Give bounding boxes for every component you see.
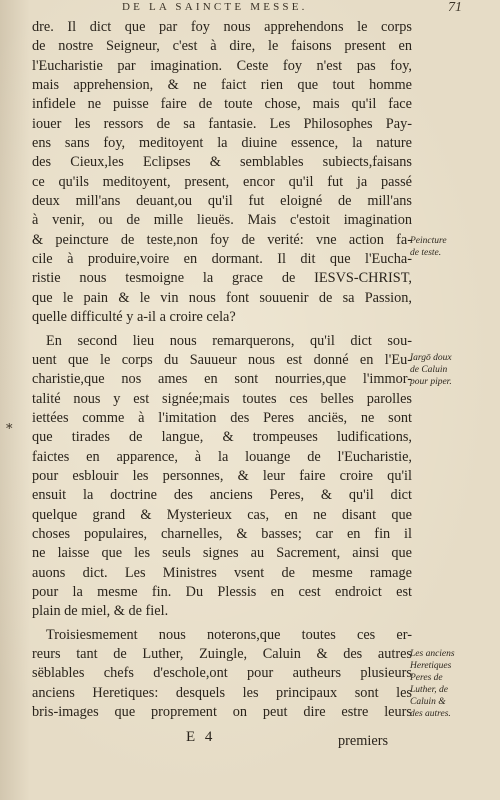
text-line: ens sans foy, meditoyent la diuine essence, la nature bbox=[32, 135, 412, 152]
text-line: bris-images que proprement on peut dire estre leurs bbox=[32, 704, 412, 721]
margin-note-line: des autres. bbox=[410, 709, 451, 719]
text-line: charistie,que nos ames en sont nourries,que l'immor- bbox=[32, 371, 412, 388]
text-line: l'Eucharistie par imagination. Ceste foy n'est pas foy, bbox=[32, 57, 412, 74]
margin-note-line: de teste. bbox=[410, 248, 442, 258]
text-line: plain de miel, & de fiel. bbox=[32, 603, 169, 620]
text-line: En second lieu nous remarquerons, qu'il dict sou- bbox=[46, 332, 412, 349]
text-line: auons dict. Les Ministres vsent de mesme ramage bbox=[32, 564, 412, 581]
page-header bbox=[62, 0, 462, 18]
margin-note-line: Heretiques bbox=[410, 661, 452, 671]
paragraph bbox=[32, 332, 412, 622]
text-line: que tirades de langue, & trompeuses ludifications, bbox=[32, 429, 412, 446]
margin-note-line: Luther, de bbox=[410, 685, 448, 695]
margin-note-line: Caluin & bbox=[410, 697, 446, 707]
signature-mark: E 4 bbox=[186, 729, 216, 745]
text-line: iouer les ressors de sa fantasie. Les Philosophes Pay- bbox=[32, 115, 412, 132]
text-line: ce qu'ils meditoyent, present, encor qu'il fut ja passé bbox=[32, 173, 412, 190]
main-text-block bbox=[32, 18, 412, 722]
catchword: premiers bbox=[338, 733, 389, 749]
margin-note-line: de Caluin bbox=[410, 365, 448, 375]
text-line: à venir, ou de mille lieuës. Mais c'estoit imagination bbox=[32, 212, 412, 229]
text-line: pour esblouir les personnes, & leur faire croire qu'il bbox=[32, 467, 412, 484]
text-line: anciens Heretiques: desquels les principaux sont les bbox=[32, 684, 412, 701]
text-line: ne laisse que les seuls signes au Sacrement, ainsi que bbox=[32, 545, 412, 562]
text-line: uent que le corps du Sauueur nous est donné en l'Eu- bbox=[32, 351, 412, 368]
page-number: 71 bbox=[448, 0, 462, 15]
text-line: talité nous y est signée;mais toutes ces belles parolles bbox=[32, 390, 412, 407]
text-line: mais apprehension, & ne faict rien que tout homme bbox=[32, 77, 412, 94]
text-line: cile à produire,voire en dormant. Il dit que l'Eucha- bbox=[32, 251, 412, 268]
text-line: quelle difficulté y a-il a croire cela? bbox=[32, 309, 236, 326]
text-line: choses populaires, charnelles, & basses; car en fin il bbox=[32, 525, 412, 542]
margin-note-line: Peincture bbox=[410, 236, 447, 246]
text-line: quelque grand & Mysterieux cas, en ne disant que bbox=[32, 506, 412, 523]
text-line: de nostre Seigneur, c'est à dire, le faisons present en bbox=[32, 38, 412, 55]
text-line: infidele ne puisse faire de toute chose, mais qu'il face bbox=[32, 96, 412, 113]
text-line: pour la mesme fin. Du Plessis en cest endroict est bbox=[32, 583, 412, 600]
margin-note bbox=[410, 648, 500, 720]
margin-note bbox=[410, 352, 500, 388]
text-line: faictes en apparence, à la louange de l'Eucharistie, bbox=[32, 448, 412, 465]
margin-note-line: Peres de bbox=[410, 673, 443, 683]
margin-note-line: pour piper. bbox=[410, 377, 452, 387]
text-line: & peincture de teste,non foy de verité: vne action fa- bbox=[32, 231, 412, 248]
margin-note-line: Iargō doux bbox=[410, 353, 452, 363]
text-line: deux mill'ans deuant,ou qu'il fut eloigné de mill'ans bbox=[32, 193, 412, 210]
text-line: iettées comme à l'imitation des Peres anciës, ne sont bbox=[32, 409, 412, 426]
running-title: DE LA SAINCTE MESSE. bbox=[122, 1, 308, 13]
text-line: que le pain & le vin nous font souuenir de sa Passion, bbox=[32, 289, 412, 306]
text-line: Troisiesmement nous noterons,que toutes ces er- bbox=[46, 626, 412, 643]
text-line: des Cieux,les Eclipses & semblables subiects,faisans bbox=[32, 154, 412, 171]
margin-note-line: Les anciens bbox=[410, 649, 455, 659]
text-line: dre. Il dict que par foy nous apprehendons le corps bbox=[32, 19, 412, 35]
marginal-asterisk: * bbox=[6, 422, 13, 437]
paragraph bbox=[32, 626, 412, 723]
text-line: sëblables chefs d'eschole,ont pour autheurs plusieurs bbox=[32, 665, 412, 682]
text-line: ensuit la doctrine des anciens Peres, & qu'il dict bbox=[32, 487, 412, 504]
text-line: ristie nous tesmoigne la grace de IESVS-CHRIST, bbox=[32, 270, 412, 287]
text-line: reurs tant de Luther, Zuingle, Caluin & des autres bbox=[32, 646, 412, 662]
margin-note bbox=[410, 235, 500, 259]
paragraph bbox=[32, 18, 412, 328]
page-footer bbox=[0, 729, 500, 769]
